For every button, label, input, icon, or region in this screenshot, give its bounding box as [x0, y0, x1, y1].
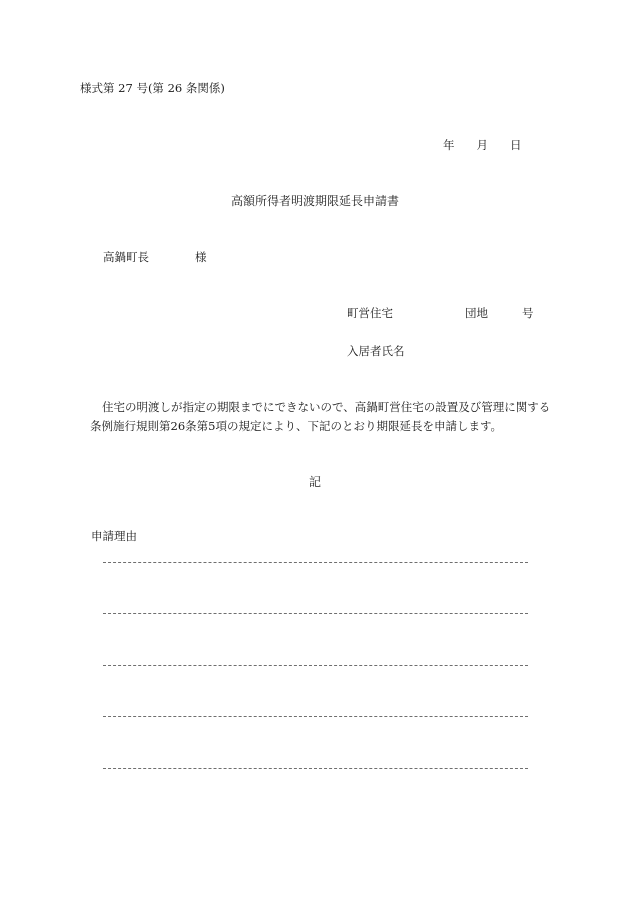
date-year-label: 年	[443, 138, 455, 152]
resident-name-label: 入居者氏名	[347, 344, 405, 358]
application-body-text: 住宅の明渡しが指定の期限までにできないので、高鍋町営住宅の設置及び管理に関する条例施行規則第26条第5項の規定により、下記のとおり期限延長を申請します。	[90, 400, 551, 433]
reason-line	[103, 665, 528, 666]
reason-line	[103, 716, 528, 717]
reason-line	[103, 562, 528, 563]
reason-line	[103, 768, 528, 769]
housing-info-line	[347, 305, 534, 321]
document-title: 高額所得者明渡期限延長申請書	[230, 194, 399, 208]
addressee-honorific: 様	[195, 250, 207, 264]
housing-label: 町営住宅	[347, 306, 393, 320]
reason-heading: 申請理由	[91, 529, 137, 543]
danchi-label: 団地	[465, 306, 488, 320]
addressee	[103, 249, 207, 265]
reason-line	[103, 613, 528, 614]
form-number: 様式第 27 号(第 26 条関係)	[80, 81, 225, 95]
addressee-name: 高鍋町長	[103, 250, 149, 264]
date-month-label: 月	[476, 138, 488, 152]
ki-heading: 記	[308, 475, 321, 489]
unit-number-label: 号	[522, 306, 534, 320]
date-line	[443, 137, 522, 153]
date-day-label: 日	[510, 138, 522, 152]
